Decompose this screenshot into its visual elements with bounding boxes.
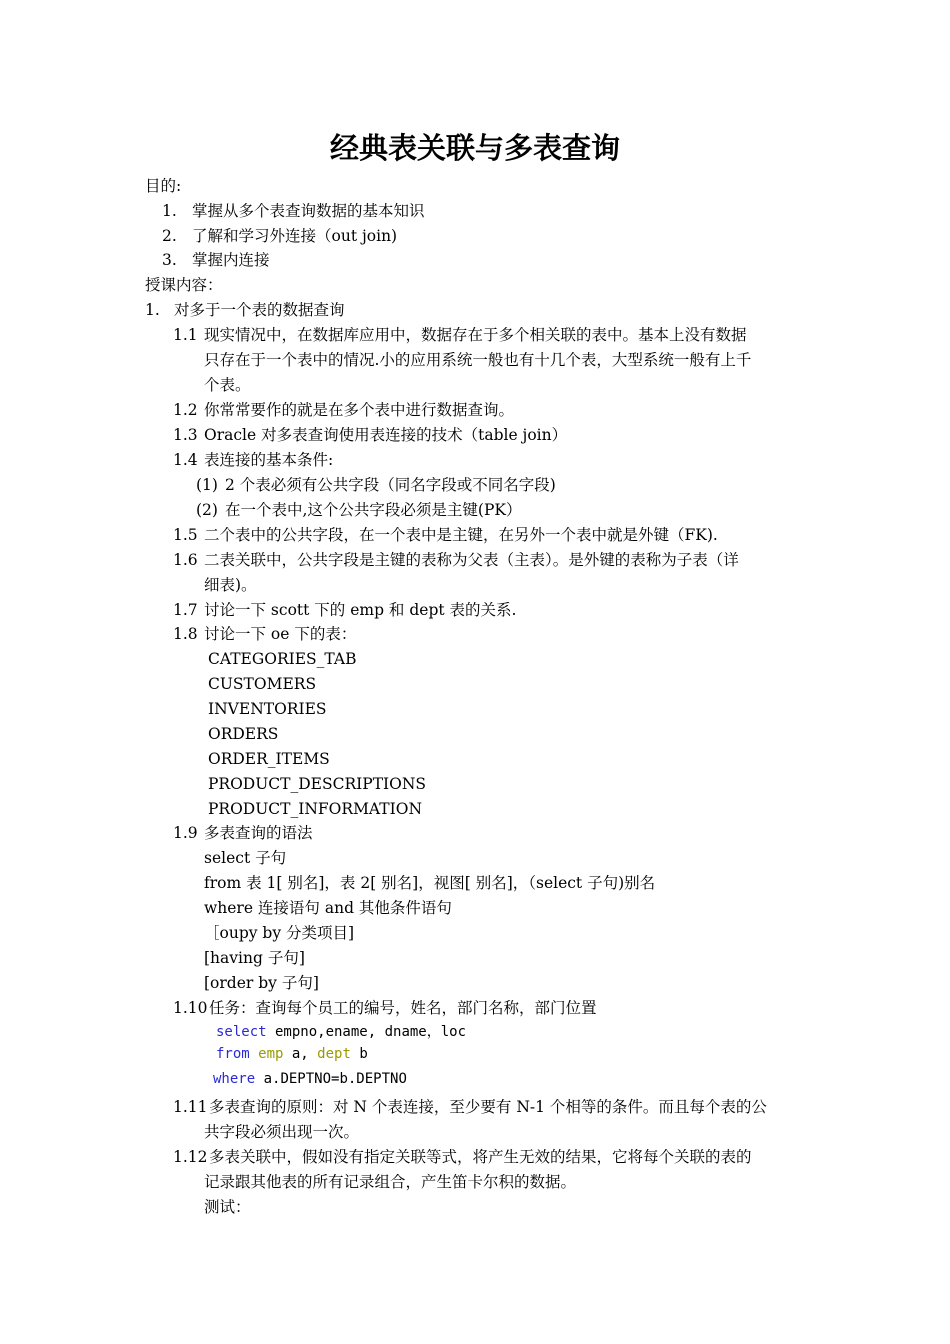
sql-text: b	[350, 1046, 368, 1062]
test-label: 测试：	[204, 1198, 251, 1216]
purpose-item: 掌握内连接	[192, 251, 270, 269]
syntax-line: from 表 1[ 别名]，表 2[ 别名]，视图[ 别名]，（select 子句)别名	[204, 874, 656, 892]
item-num: 1.11	[173, 1098, 208, 1116]
table-name: CATEGORIES_TAB	[208, 650, 357, 668]
table-name: PRODUCT_DESCRIPTIONS	[208, 775, 427, 793]
condition-text: 在一个表中,这个公共字段必须是主键(PK）	[225, 501, 522, 519]
paragraph-line: 细表)。	[204, 576, 257, 594]
item-num: 1.2	[173, 401, 198, 419]
sql-keyword: where	[213, 1071, 256, 1087]
table-name: CUSTOMERS	[208, 675, 317, 693]
section-heading: 对多于一个表的数据查询	[174, 301, 345, 319]
code-line	[216, 1021, 466, 1043]
sql-keyword: from	[216, 1046, 250, 1062]
paragraph-line: 只存在于一个表中的情况.小的应用系统一般也有十几个表，大型系统一般有上千	[204, 351, 752, 369]
paragraph-line: 你常常要作的就是在多个表中进行数据查询。	[204, 401, 515, 419]
content-label: 授课内容：	[145, 276, 223, 294]
sql-keyword: select	[216, 1024, 267, 1040]
sql-text: a.DEPTNO=b.DEPTNO	[255, 1071, 407, 1087]
condition-text: 2 个表必须有公共字段（同名字段或不同名字段)	[225, 476, 556, 494]
purpose-label: 目的:	[145, 177, 182, 195]
sql-text: a,	[283, 1046, 318, 1062]
paragraph-line: 讨论一下 scott 下的 emp 和 dept 表的关系.	[204, 601, 517, 619]
paragraph-line: Oracle 对多表查询使用表连接的技术（table join）	[204, 426, 568, 444]
item-num: 1.10	[173, 999, 208, 1017]
code-line	[213, 1068, 407, 1090]
item-num: 1.1	[173, 326, 198, 344]
syntax-line: ［oupy by 分类项目]	[204, 924, 355, 942]
syntax-line: [having 子句]	[204, 949, 305, 967]
table-name: ORDER_ITEMS	[208, 750, 330, 768]
paragraph-line: 任务：查询每个员工的编号，姓名，部门名称，部门位置	[209, 999, 597, 1017]
sql-text: empno,ename, dname，loc	[266, 1024, 467, 1040]
table-name: ORDERS	[208, 725, 279, 743]
table-name: INVENTORIES	[208, 700, 327, 718]
paragraph-line: 个表。	[204, 376, 251, 394]
item-num: 1.8	[173, 625, 198, 643]
purpose-item-num: 3.	[162, 251, 177, 269]
syntax-line: where 连接语句 and 其他条件语句	[204, 899, 452, 917]
paragraph-line: 多表关联中，假如没有指定关联等式，将产生无效的结果，它将每个关联的表的	[209, 1148, 752, 1166]
item-num: 1.12	[173, 1148, 208, 1166]
paragraph-line: 二个表中的公共字段，在一个表中是主键，在另外一个表中就是外键（FK).	[204, 526, 718, 544]
item-num: 1.3	[173, 426, 198, 444]
syntax-line: [order by 子句]	[204, 974, 319, 992]
syntax-line: select 子句	[204, 849, 287, 867]
paragraph-line: 讨论一下 oe 下的表：	[204, 625, 357, 643]
code-line	[216, 1043, 368, 1065]
purpose-item: 掌握从多个表查询数据的基本知识	[192, 202, 425, 220]
purpose-item-num: 1.	[162, 202, 177, 220]
sql-table: dept	[317, 1046, 351, 1062]
item-num: 1.4	[173, 451, 198, 469]
condition-num: (2)	[196, 501, 218, 519]
paragraph-line: 二表关联中，公共字段是主键的表称为父表（主表）。是外键的表称为子表（详	[204, 551, 739, 569]
table-name: PRODUCT_INFORMATION	[208, 800, 423, 818]
paragraph-line: 表连接的基本条件:	[204, 451, 334, 469]
purpose-item-num: 2.	[162, 227, 177, 245]
item-num: 1.7	[173, 601, 198, 619]
paragraph-line: 记录跟其他表的所有记录组合，产生笛卡尔积的数据。	[204, 1173, 577, 1191]
paragraph-line: 多表查询的原则：对 N 个表连接，至少要有 N-1 个相等的条件。而且每个表的公	[209, 1098, 767, 1116]
sql-table: emp	[258, 1046, 284, 1062]
item-num: 1.9	[173, 824, 198, 842]
paragraph-line: 现实情况中，在数据库应用中，数据存在于多个相关联的表中。基本上没有数据	[204, 326, 747, 344]
purpose-item: 了解和学习外连接（out join)	[192, 227, 398, 245]
item-num: 1.6	[173, 551, 198, 569]
paragraph-line: 共字段必须出现一次。	[204, 1123, 360, 1141]
paragraph-line: 多表查询的语法	[204, 824, 313, 842]
condition-num: (1)	[196, 476, 218, 494]
page-title: 经典表关联与多表查询	[329, 131, 620, 165]
item-num: 1.5	[173, 526, 198, 544]
section-num: 1.	[145, 301, 160, 319]
